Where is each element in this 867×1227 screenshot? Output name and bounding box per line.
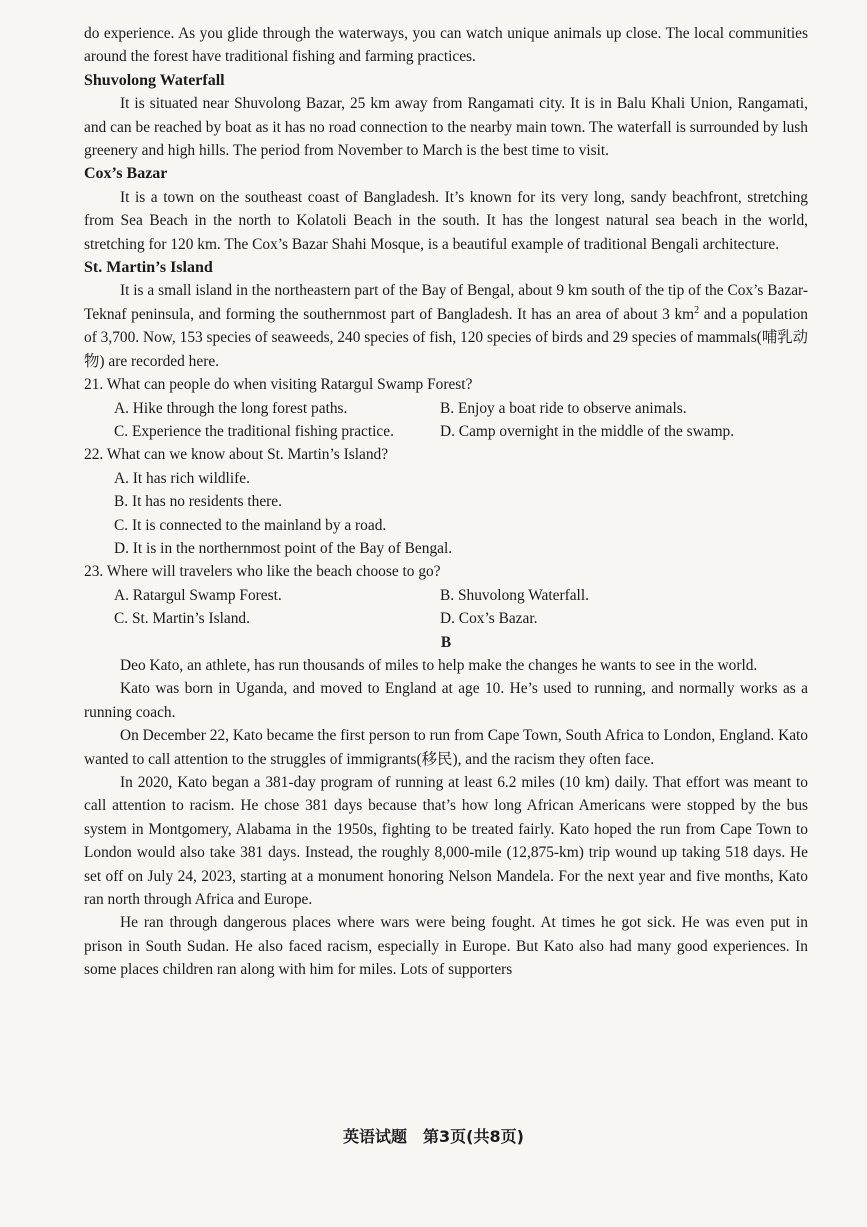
q23-option-d: D. Cox’s Bazar. [440,610,538,628]
place-text-coxs-bazar: It is a town on the southeast coast of Bangladesh. It’s known for its very long, sandy beachfront, stretching from Sea Beach in the north to Kolatoli Beach in the south. It has the longest natural sea beach in the world, stretching for 120 km. The Cox’s Bazar Shahi Mosque, is a beautiful example of traditional Bengali architecture. [84,188,808,253]
q22-option-d: D. It is in the northernmost point of the Bay of Bengal. [114,539,453,557]
section-b-paragraph-5: He ran through dangerous places where wars were being fought. At times he got sick. He was even put in prison in South Sudan. He also faced racism, especially in Europe. But Kato also had many good experiences. In some places children ran along with him for miles. Lots of supporters [84,914,808,979]
q23-option-c: C. St. Martin’s Island. [114,610,250,628]
place-text-shuvolong: It is situated near Shuvolong Bazar, 25 km away from Rangamati city. It is in Balu Khali Union, Rangamati, and can be reached by boat as it has no road connection to the nearby main town. The waterfall is surrounded by lush greenery and high hills. The period from November to March is the best time to visit. [84,95,808,160]
q23-option-a: A. Ratargul Swamp Forest. [114,586,282,604]
section-b-paragraph-4: In 2020, Kato began a 381-day program of running at least 6.2 miles (10 km) daily. That effort was meant to call attention to racism. He chose 381 days because that’s how long African Americans were stopped by the bus system in Montgomery, Alabama in the 1950s, fighting to be treated fairly. Kato hoped the run from Cape Town to London would also take 381 days. Instead, the roughly 8,000-mile (12,875-km) trip wound up taking 518 days. He set off on July 24, 2023, starting at a monument honoring Nelson Mandela. For the next year and five months, Kato ran north through Africa and Europe. [84,774,808,909]
q22-option-c: C. It is connected to the mainland by a road. [114,516,387,534]
page-content [84,22,808,982]
question-21-options [84,397,808,444]
st-martins-text-a: It is a small island in the northeastern part of the Bay of Bengal, about 9 km south of the tip of the Cox’s Bazar-Teknaf peninsula, and forming the southernmost part of Bangladesh. It has an area of about 3 km [84,282,808,323]
place-heading-st-martins: St. Martin’s Island [84,259,213,277]
q21-option-b: B. Enjoy a boat ride to observe animals. [440,399,687,417]
q22-option-a: A. It has rich wildlife. [114,469,250,487]
question-21-stem: 21. What can people do when visiting Ratargul Swamp Forest? [84,376,473,394]
section-b-letter: B [440,633,452,651]
st-martins-text-b: and a population of 3,700. Now, 153 species of seaweeds, 240 species of fish, 120 species of birds and 29 species of mammals(哺乳动物) are recorded here. [84,305,808,370]
section-b-paragraph-1: Deo Kato, an athlete, has run thousands of miles to help make the changes he wants to see in the world. [120,656,758,674]
question-23-stem: 23. Where will travelers who like the beach choose to go? [84,563,441,581]
q22-option-b: B. It has no residents there. [114,493,282,511]
intro-continuation: do experience. As you glide through the waterways, you can watch unique animals up close. The local communities around the forest have traditional fishing and farming practices. [84,25,808,66]
section-b-paragraph-2: Kato was born in Uganda, and moved to England at age 10. He’s used to running, and normally works as a running coach. [84,680,808,721]
page-footer: 英语试题 第3页(共8页) [343,1127,524,1146]
section-b-paragraph-3: On December 22, Kato became the first person to run from Cape Town, South Africa to London, England. Kato wanted to call attention to the struggles of immigrants(移民), and the racism they often face. [84,727,808,768]
place-heading-coxs-bazar: Cox’s Bazar [84,165,168,183]
question-22-stem: 22. What can we know about St. Martin’s Island? [84,446,389,464]
q23-option-b: B. Shuvolong Waterfall. [440,586,589,604]
place-text-st-martins [84,279,808,373]
q21-option-a: A. Hike through the long forest paths. [114,399,348,417]
superscript: 2 [694,304,700,316]
q21-option-c: C. Experience the traditional fishing practice. [114,422,394,440]
place-heading-shuvolong: Shuvolong Waterfall [84,71,225,89]
q21-option-d: D. Camp overnight in the middle of the swamp. [440,422,735,440]
question-23-options [84,584,808,631]
